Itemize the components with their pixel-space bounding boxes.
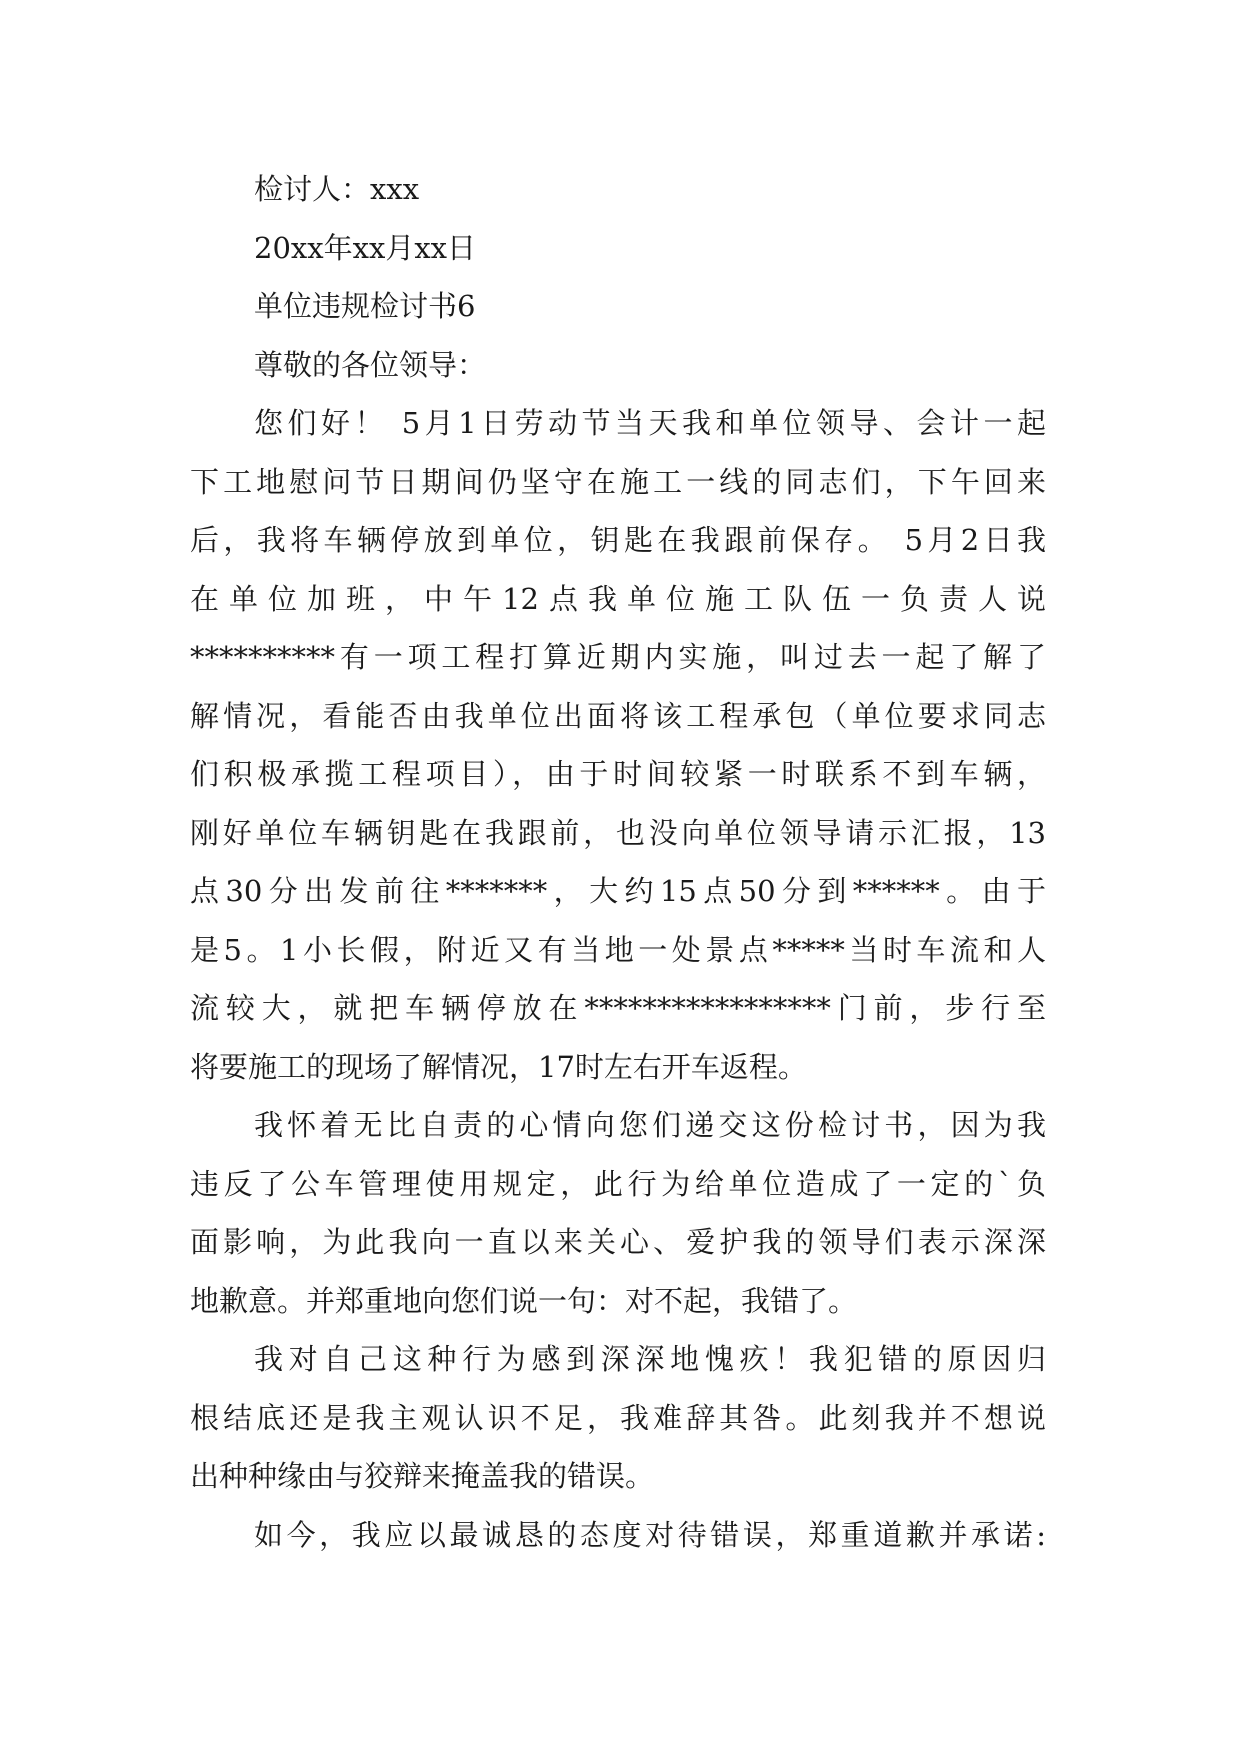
- document-line: 是5。1小长假，附近又有当地一处景点*****当时车流和人: [190, 932, 1046, 967]
- document-line: 在单位加班，中午12点我单位施工队伍一负责人说: [190, 581, 1046, 616]
- document-line: 们积极承揽工程项目），由于时间较紧一时联系不到车辆，: [190, 757, 1046, 791]
- document-body: [190, 160, 1046, 1564]
- document-line: 下工地慰问节日期间仍坚守在施工一线的同志们，下午回来: [190, 464, 1046, 499]
- document-line: 检讨人：xxx: [254, 172, 420, 206]
- document-line: 根结底还是我主观认识不足，我难辞其咎。此刻我并不想说: [190, 1400, 1046, 1435]
- document-line: 我怀着无比自责的心情向您们递交这份检讨书，因为我: [254, 1108, 1046, 1142]
- document-line: 刚好单位车辆钥匙在我跟前，也没向单位领导请示汇报，13: [190, 815, 1046, 850]
- document-line: 面影响，为此我向一直以来关心、爱护我的领导们表示深深: [190, 1225, 1046, 1259]
- document-line: 尊敬的各位领导：: [254, 347, 487, 382]
- document-line: **********有一项工程打算近期内实施，叫过去一起了解了: [190, 640, 1046, 674]
- document-line: 将要施工的现场了解情况，17时左右开车返程。: [190, 1049, 807, 1084]
- document-line: 解情况，看能否由我单位出面将该工程承包（单位要求同志: [190, 698, 1046, 733]
- document-line: 单位违规检讨书6: [254, 289, 476, 323]
- document-line: 您们好！ 5月1日劳动节当天我和单位领导、会计一起: [254, 406, 1046, 440]
- document-line: 违反了公车管理使用规定，此行为给单位造成了一定的`负: [190, 1166, 1046, 1201]
- document-line: 20xx年xx月xx日: [254, 230, 477, 265]
- document-line: 地歉意。并郑重地向您们说一句：对不起，我错了。: [190, 1283, 858, 1318]
- document-line: 后，我将车辆停放到单位，钥匙在我跟前保存。 5月2日我: [190, 523, 1046, 557]
- document-line: 点30分出发前往*******，大约15点50分到******。由于: [190, 874, 1046, 908]
- document-line: 我对自己这种行为感到深深地愧疚！我犯错的原因归: [254, 1342, 1046, 1376]
- document-line: 出种种缘由与狡辩来掩盖我的错误。: [190, 1459, 655, 1493]
- document-line: 如今，我应以最诚恳的态度对待错误，郑重道歉并承诺:: [254, 1517, 1046, 1552]
- document-line: 流较大，就把车辆停放在*****************门前，步行至: [190, 991, 1046, 1025]
